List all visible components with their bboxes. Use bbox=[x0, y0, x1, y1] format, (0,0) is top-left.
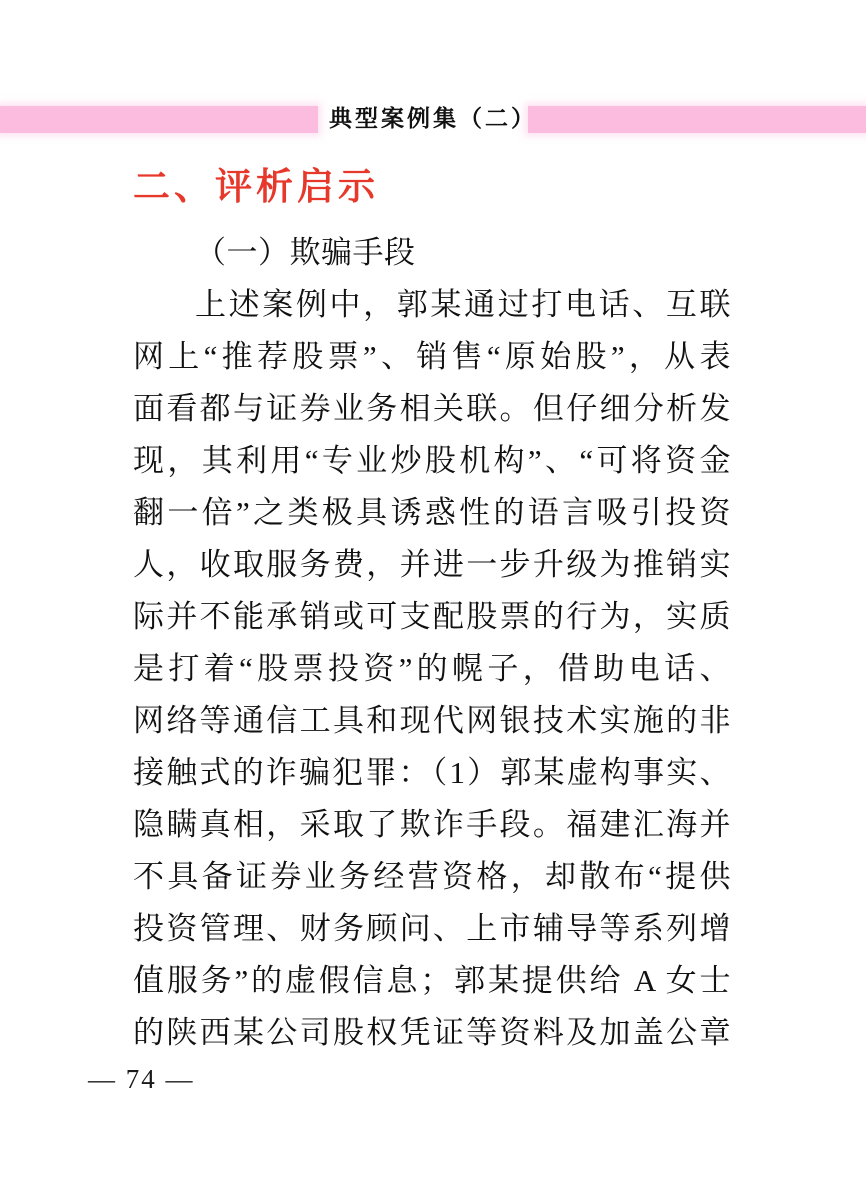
text-line: 人，收取服务费，并进一步升级为推销实 bbox=[133, 547, 731, 582]
text-line: 网上“推荐股票”、销售“原始股”，从表 bbox=[133, 339, 731, 374]
text-line: 现，其利用“专业炒股机构”、“可将资金 bbox=[133, 443, 731, 478]
text-line: 投资管理、财务顾问、上市辅导等系列增 bbox=[133, 911, 731, 946]
text-line: 的陕西某公司股权凭证等资料及加盖公章 bbox=[133, 1015, 731, 1050]
text-line: 隐瞒真相，采取了欺诈手段。福建汇海并 bbox=[133, 807, 731, 842]
section-heading: 二、评析启示 bbox=[133, 166, 379, 207]
text-line: 面看都与证券业务相关联。但仔细分析发 bbox=[133, 391, 731, 426]
text-line: 网络等通信工具和现代网银技术实施的非 bbox=[133, 703, 731, 738]
body-text bbox=[133, 227, 731, 1059]
text-line: 上述案例中，郭某通过打电话、互联 bbox=[195, 287, 731, 322]
text-line: 不具备证券业务经营资格，却散布“提供 bbox=[133, 859, 731, 894]
text-line: 是打着“股票投资”的幌子，借助电话、 bbox=[133, 651, 731, 686]
text-line: 翻一倍”之类极具诱惑性的语言吸引投资 bbox=[133, 495, 731, 530]
text-line: 际并不能承销或可支配股票的行为，实质 bbox=[133, 599, 731, 634]
text-line: 接触式的诈骗犯罪：（1）郭某虚构事实、 bbox=[133, 755, 731, 790]
running-title: 典型案例集（二） bbox=[329, 106, 537, 131]
page-number: — 74 — bbox=[88, 1064, 195, 1094]
subheading-line: （一）欺骗手段 bbox=[195, 235, 416, 270]
text-line: 值服务”的虚假信息；郭某提供给 A 女士 bbox=[133, 963, 731, 998]
